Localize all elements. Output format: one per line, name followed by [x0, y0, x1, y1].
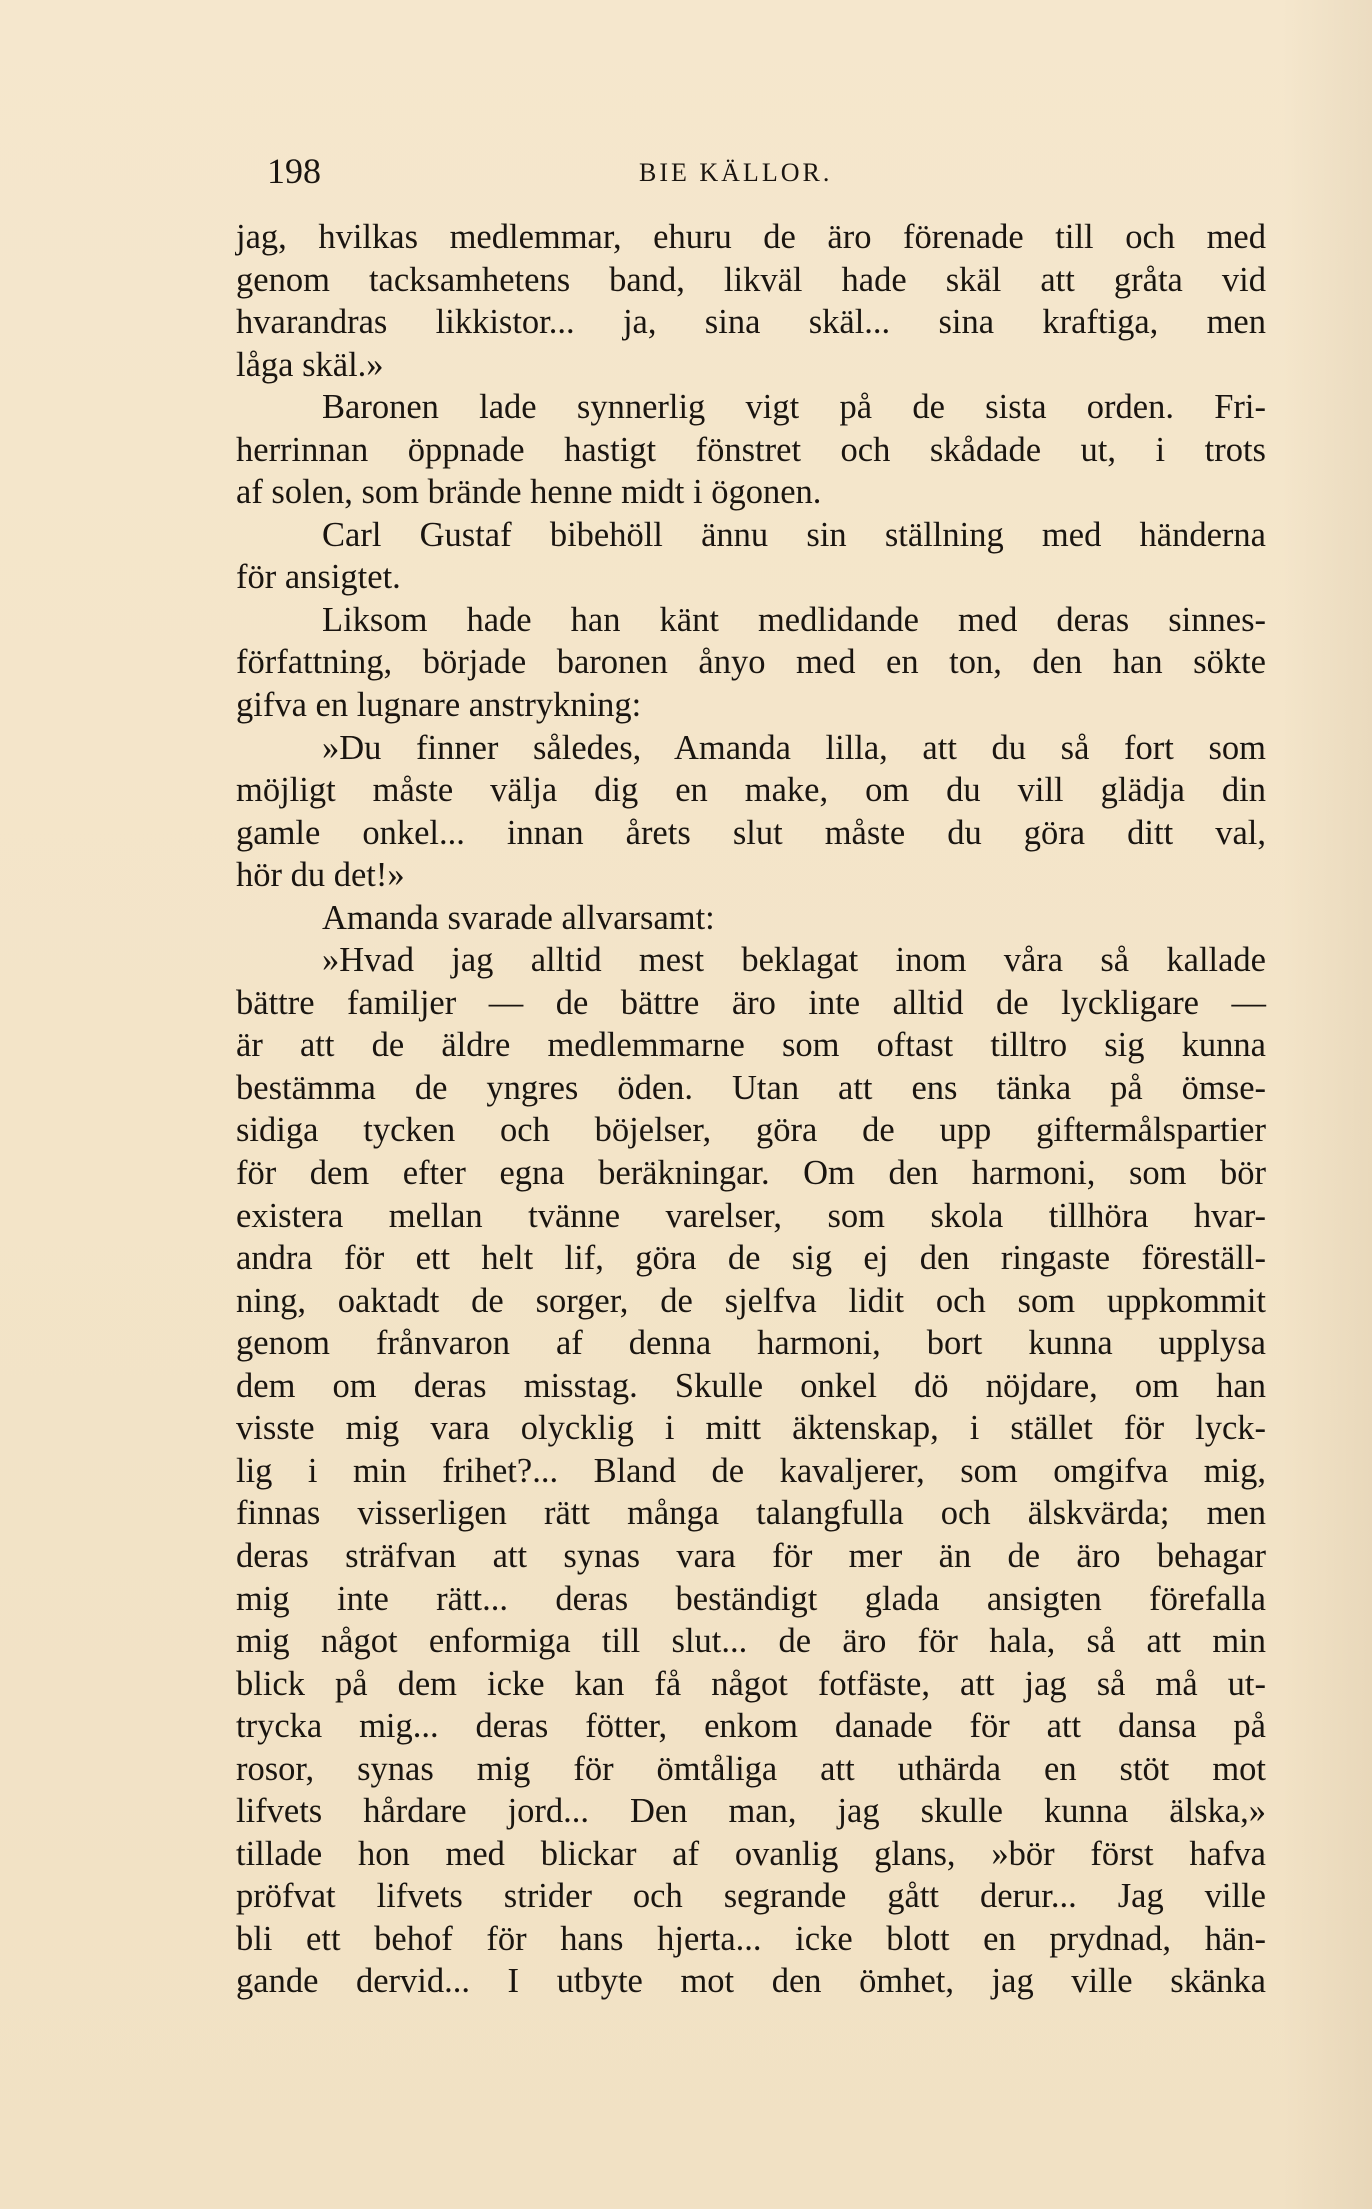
text-line: finnas visserligen rätt många talangfulla och älskvärda; men	[236, 1494, 1266, 1533]
text-line: låga skäl.»	[236, 345, 384, 384]
page-header	[267, 150, 1267, 200]
text-line: hvarandras likkistor... ja, sina skäl... sina kraftiga, men	[236, 303, 1266, 342]
text-line: Amanda svarade allvarsamt:	[322, 898, 715, 937]
text-line: existera mellan tvänne varelser, som skola tillhöra hvar-	[236, 1196, 1266, 1235]
text-line: »Hvad jag alltid mest beklagat inom våra så kallade	[322, 941, 1266, 980]
text-line: mig inte rätt... deras beständigt glada ansigten förefalla	[236, 1579, 1266, 1618]
text-line: ning, oaktadt de sorger, de sjelfva lidit och som uppkommit	[236, 1281, 1266, 1320]
text-line: lifvets hårdare jord... Den man, jag skulle kunna älska,»	[236, 1792, 1266, 1831]
text-line: andra för ett helt lif, göra de sig ej den ringaste föreställ-	[236, 1239, 1266, 1278]
text-line: deras sträfvan att synas vara för mer än de äro behagar	[236, 1536, 1266, 1575]
text-line: är att de äldre medlemmarne som oftast tilltro sig kunna	[236, 1026, 1266, 1065]
body-text	[236, 216, 1266, 2003]
text-line: trycka mig... deras fötter, enkom danade för att dansa på	[236, 1707, 1266, 1746]
text-line: tillade hon med blickar af ovanlig glans, »bör först hafva	[236, 1834, 1266, 1873]
text-line: bestämma de yngres öden. Utan att ens tänka på ömse-	[236, 1068, 1266, 1107]
text-line: hör du det!»	[236, 856, 405, 895]
text-line: sidiga tycken och böjelser, göra de upp giftermålspartier	[236, 1111, 1266, 1150]
text-line: mig något enformiga till slut... de äro för hala, så att min	[236, 1622, 1266, 1661]
text-line: herrinnan öppnade hastigt fönstret och skådade ut, i trots	[236, 430, 1266, 469]
page-number: 198	[267, 151, 321, 191]
text-line: gande dervid... I utbyte mot den ömhet, jag ville skänka	[236, 1962, 1266, 2001]
text-line: bättre familjer — de bättre äro inte alltid de lyckligare —	[236, 983, 1266, 1022]
text-line: dem om deras misstag. Skulle onkel dö nöjdare, om han	[236, 1366, 1266, 1405]
text-line: visste mig vara olycklig i mitt äktenskap, i stället för lyck-	[236, 1409, 1266, 1448]
text-line: blick på dem icke kan få något fotfäste, att jag så må ut-	[236, 1664, 1266, 1703]
text-line: för ansigtet.	[236, 558, 401, 597]
text-line: Carl Gustaf bibehöll ännu sin ställning med händerna	[322, 515, 1266, 554]
text-line: gifva en lugnare anstrykning:	[236, 686, 642, 725]
text-line: »Du finner således, Amanda lilla, att du så fort som	[322, 728, 1266, 767]
text-line: möjligt måste välja dig en make, om du vill glädja din	[236, 771, 1266, 810]
text-line: Baronen lade synnerlig vigt på de sista orden. Fri-	[322, 388, 1266, 427]
text-line: rosor, synas mig för ömtåliga att uthärda en stöt mot	[236, 1749, 1266, 1788]
text-line: bli ett behof för hans hjerta... icke blott en prydnad, hän-	[236, 1919, 1266, 1958]
text-line: Liksom hade han känt medlidande med deras sinnes-	[322, 600, 1266, 639]
text-line: genom frånvaron af denna harmoni, bort kunna upplysa	[236, 1324, 1266, 1363]
running-head: BIE KÄLLOR.	[639, 158, 833, 187]
text-line: gamle onkel... innan årets slut måste du göra ditt val,	[236, 813, 1266, 852]
text-line: för dem efter egna beräkningar. Om den harmoni, som bör	[236, 1154, 1266, 1193]
text-line: författning, började baronen ånyo med en ton, den han sökte	[236, 643, 1266, 682]
text-line: jag, hvilkas medlemmar, ehuru de äro förenade till och med	[236, 218, 1266, 256]
text-line: genom tacksamhetens band, likväl hade skäl att gråta vid	[236, 260, 1266, 299]
text-line: lig i min frihet?... Bland de kavaljerer, som omgifva mig,	[236, 1451, 1266, 1490]
text-line: pröfvat lifvets strider och segrande gått derur... Jag ville	[236, 1877, 1266, 1916]
text-line: af solen, som brände henne midt i ögonen.	[236, 473, 822, 512]
